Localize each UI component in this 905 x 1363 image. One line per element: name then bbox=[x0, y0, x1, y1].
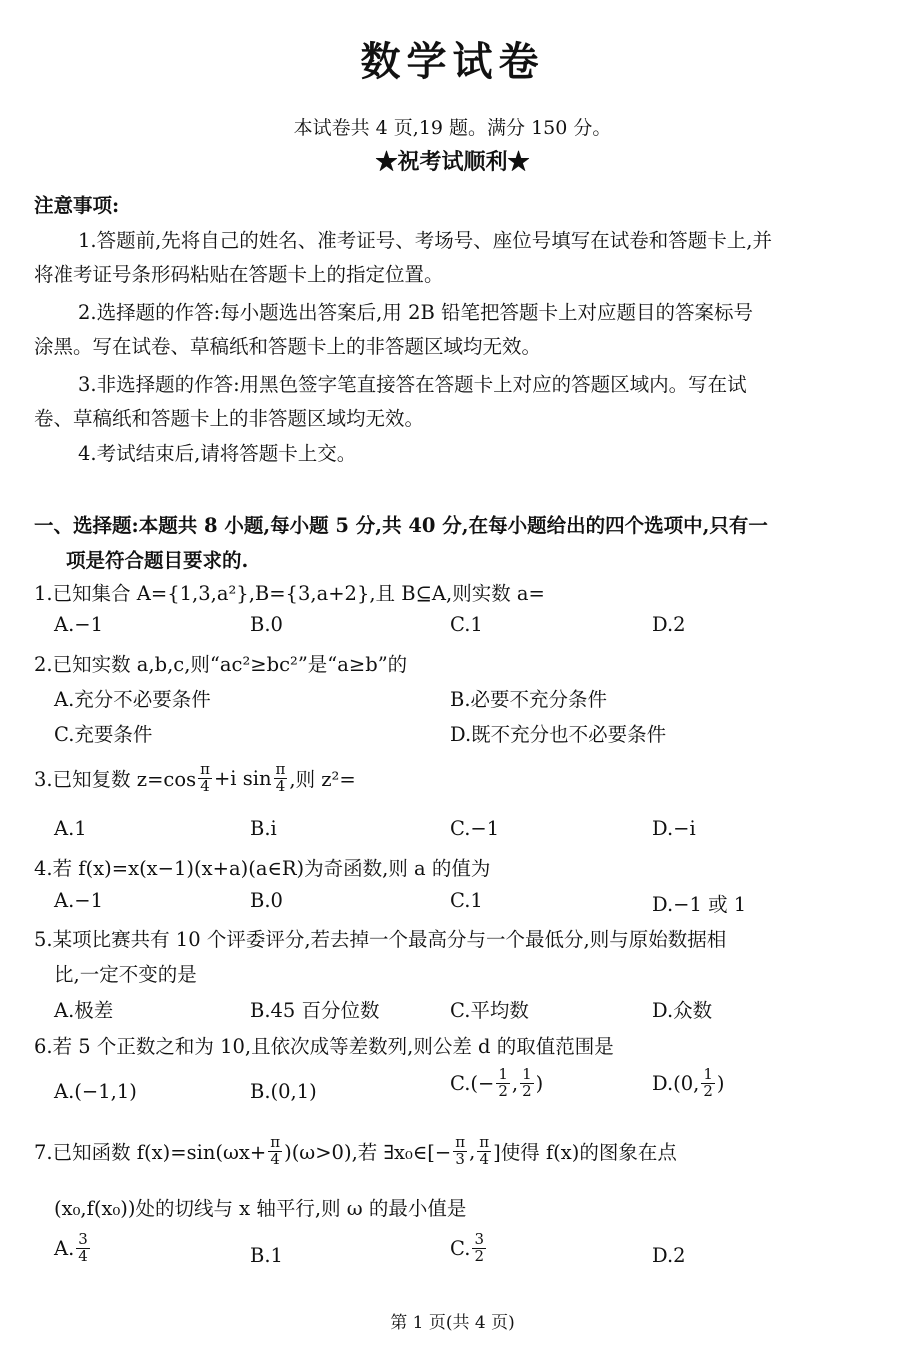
note-1-line-2: 将准考证号条形码粘贴在答题卡上的指定位置。 bbox=[34, 263, 444, 286]
q6c-frac-2-den: 2 bbox=[522, 1081, 532, 1100]
q7-mid2: , bbox=[469, 1139, 476, 1163]
q7-pre: 7.已知函数 f(x)=sin(ωx+ bbox=[34, 1141, 267, 1165]
q3-frac-den-2: 4 bbox=[275, 776, 286, 795]
q3-stem-mid: +i sin bbox=[213, 766, 272, 790]
q7-frac-pi-3-den: 3 bbox=[455, 1149, 465, 1168]
q2-option-b: B.必要不充分条件 bbox=[450, 688, 608, 711]
q7-frac-pi-3-num: π bbox=[455, 1133, 466, 1151]
question-4-stem: 4.若 f(x)=x(x−1)(x+a)(a∈R)为奇函数,则 a 的值为 bbox=[34, 857, 491, 880]
question-1-stem: 1.已知集合 A={1,3,a²},B={3,a+2},且 B⊆A,则实数 a= bbox=[34, 582, 545, 605]
page-title: 数学试卷 bbox=[360, 38, 545, 85]
note-2-line-2: 涂黑。写在试卷、草稿纸和答题卡上的非答题区域均无效。 bbox=[34, 335, 542, 358]
q7-option-a bbox=[54, 1232, 92, 1265]
q7-mid: )(ω>0),若 ∃x₀∈[− bbox=[284, 1141, 452, 1165]
q7-frac-pi-4b-num: π bbox=[479, 1133, 490, 1151]
q7a-frac-num: 3 bbox=[78, 1230, 88, 1248]
q1-option-a: A.−1 bbox=[54, 613, 104, 636]
q7-option-b: B.1 bbox=[250, 1244, 283, 1267]
q7-frac-pi-4-b bbox=[477, 1135, 491, 1168]
exam-info: 本试卷共 4 页,19 题。满分 150 分。 bbox=[293, 117, 612, 139]
q7a-frac bbox=[76, 1232, 90, 1265]
notes-heading: 注意事项: bbox=[34, 194, 120, 217]
q6-option-c bbox=[450, 1067, 543, 1100]
q4-option-b: B.0 bbox=[250, 889, 283, 912]
note-2-line-1: 2.选择题的作答:每小题选出答案后,用 2B 铅笔把答题卡上对应题目的答案标号 bbox=[78, 301, 754, 324]
question-3-stem bbox=[34, 762, 356, 795]
q3-stem-post: ,则 z²= bbox=[289, 768, 356, 792]
q4-option-a: A.−1 bbox=[54, 889, 104, 912]
q7-option-c bbox=[450, 1232, 488, 1265]
page-footer: 第 1 页(共 4 页) bbox=[390, 1313, 515, 1333]
q7-frac-pi-4-den: 4 bbox=[270, 1149, 280, 1168]
q6c-frac-2-num: 1 bbox=[522, 1065, 532, 1083]
q6c-mid: , bbox=[511, 1071, 519, 1095]
question-2-stem: 2.已知实数 a,b,c,则“ac²≥bc²”是“a≥b”的 bbox=[34, 653, 408, 676]
q5-option-a: A.极差 bbox=[54, 999, 114, 1022]
note-3-line-1: 3.非选择题的作答:用黑色签字笔直接答在答题卡上对应的答题区域内。写在试 bbox=[78, 373, 747, 396]
q3-fraction-pi-over-4-a bbox=[198, 762, 212, 795]
q3-fraction-pi-over-4-b bbox=[274, 762, 288, 795]
q1-option-b: B.0 bbox=[250, 613, 283, 636]
q3-option-d: D.−i bbox=[652, 817, 696, 840]
section-heading-line-2: 项是符合题目要求的. bbox=[66, 549, 249, 572]
note-4: 4.考试结束后,请将答题卡上交。 bbox=[78, 442, 357, 465]
q6c-post: ) bbox=[535, 1071, 544, 1095]
q6c-frac-1-den: 2 bbox=[498, 1081, 508, 1100]
q7c-pre: C. bbox=[450, 1236, 471, 1260]
q7-frac-pi-4 bbox=[268, 1135, 282, 1168]
good-luck-banner: ★祝考试顺利★ bbox=[375, 149, 530, 175]
q4-option-c: C.1 bbox=[450, 889, 483, 912]
q1-option-d: D.2 bbox=[652, 613, 686, 636]
q7-frac-pi-4-num: π bbox=[270, 1133, 281, 1151]
q3-option-a: A.1 bbox=[54, 817, 87, 840]
q7c-frac-num: 3 bbox=[474, 1230, 484, 1248]
q3-frac-num: π bbox=[200, 760, 210, 778]
q6-option-d bbox=[652, 1067, 725, 1100]
note-1-line-1: 1.答题前,先将自己的姓名、准考证号、考场号、座位号填写在试卷和答题卡上,并 bbox=[78, 229, 773, 252]
question-6-stem: 6.若 5 个正数之和为 10,且依次成等差数列,则公差 d 的取值范围是 bbox=[34, 1035, 614, 1058]
q3-option-c: C.−1 bbox=[450, 817, 500, 840]
q3-stem-pre: 3.已知复数 z=cos bbox=[34, 768, 197, 792]
q2-option-a: A.充分不必要条件 bbox=[54, 688, 211, 711]
q6c-frac-1-num: 1 bbox=[498, 1065, 508, 1083]
q6c-frac-1 bbox=[496, 1067, 510, 1100]
q7a-pre: A. bbox=[54, 1236, 75, 1260]
q6d-frac bbox=[701, 1067, 715, 1100]
q5-option-d: D.众数 bbox=[652, 999, 713, 1022]
question-5-line-1: 5.某项比赛共有 10 个评委评分,若去掉一个最高分与一个最低分,则与原始数据相 bbox=[34, 928, 727, 951]
note-3-line-2: 卷、草稿纸和答题卡上的非答题区域均无效。 bbox=[34, 407, 425, 430]
q3-option-b: B.i bbox=[250, 817, 277, 840]
q7-post: ]使得 f(x)的图象在点 bbox=[493, 1141, 677, 1165]
q7a-frac-den: 4 bbox=[78, 1246, 88, 1265]
q6d-frac-num: 1 bbox=[703, 1065, 713, 1083]
q2-option-c: C.充要条件 bbox=[54, 723, 153, 746]
q6c-pre: C.(− bbox=[450, 1071, 495, 1095]
q2-option-d: D.既不充分也不必要条件 bbox=[450, 723, 667, 746]
section-heading-line-1: 一、选择题:本题共 8 小题,每小题 5 分,共 40 分,在每小题给出的四个选项中,只有一 bbox=[34, 514, 768, 537]
q5-option-b: B.45 百分位数 bbox=[250, 999, 380, 1022]
q6c-frac-2 bbox=[520, 1067, 534, 1100]
question-5-line-2: 比,一定不变的是 bbox=[54, 963, 197, 986]
q6d-post: ) bbox=[716, 1071, 725, 1095]
q6d-frac-den: 2 bbox=[703, 1081, 713, 1100]
q6-option-a: A.(−1,1) bbox=[54, 1080, 137, 1103]
q7c-frac-den: 2 bbox=[474, 1246, 484, 1265]
question-7-line-1 bbox=[34, 1135, 677, 1168]
q6-option-b: B.(0,1) bbox=[250, 1080, 317, 1103]
q7c-frac bbox=[472, 1232, 486, 1265]
q7-frac-pi-3 bbox=[453, 1135, 467, 1168]
q1-option-c: C.1 bbox=[450, 613, 483, 636]
q3-frac-den: 4 bbox=[200, 776, 210, 795]
q7-frac-pi-4b-den: 4 bbox=[479, 1149, 489, 1168]
q4-option-d: D.−1 或 1 bbox=[652, 893, 747, 916]
q6d-pre: D.(0, bbox=[652, 1071, 700, 1095]
question-7-line-2: (x₀,f(x₀))处的切线与 x 轴平行,则 ω 的最小值是 bbox=[54, 1197, 467, 1220]
q7-option-d: D.2 bbox=[652, 1244, 686, 1267]
q3-frac-num-2: π bbox=[275, 760, 286, 778]
q5-option-c: C.平均数 bbox=[450, 999, 529, 1022]
